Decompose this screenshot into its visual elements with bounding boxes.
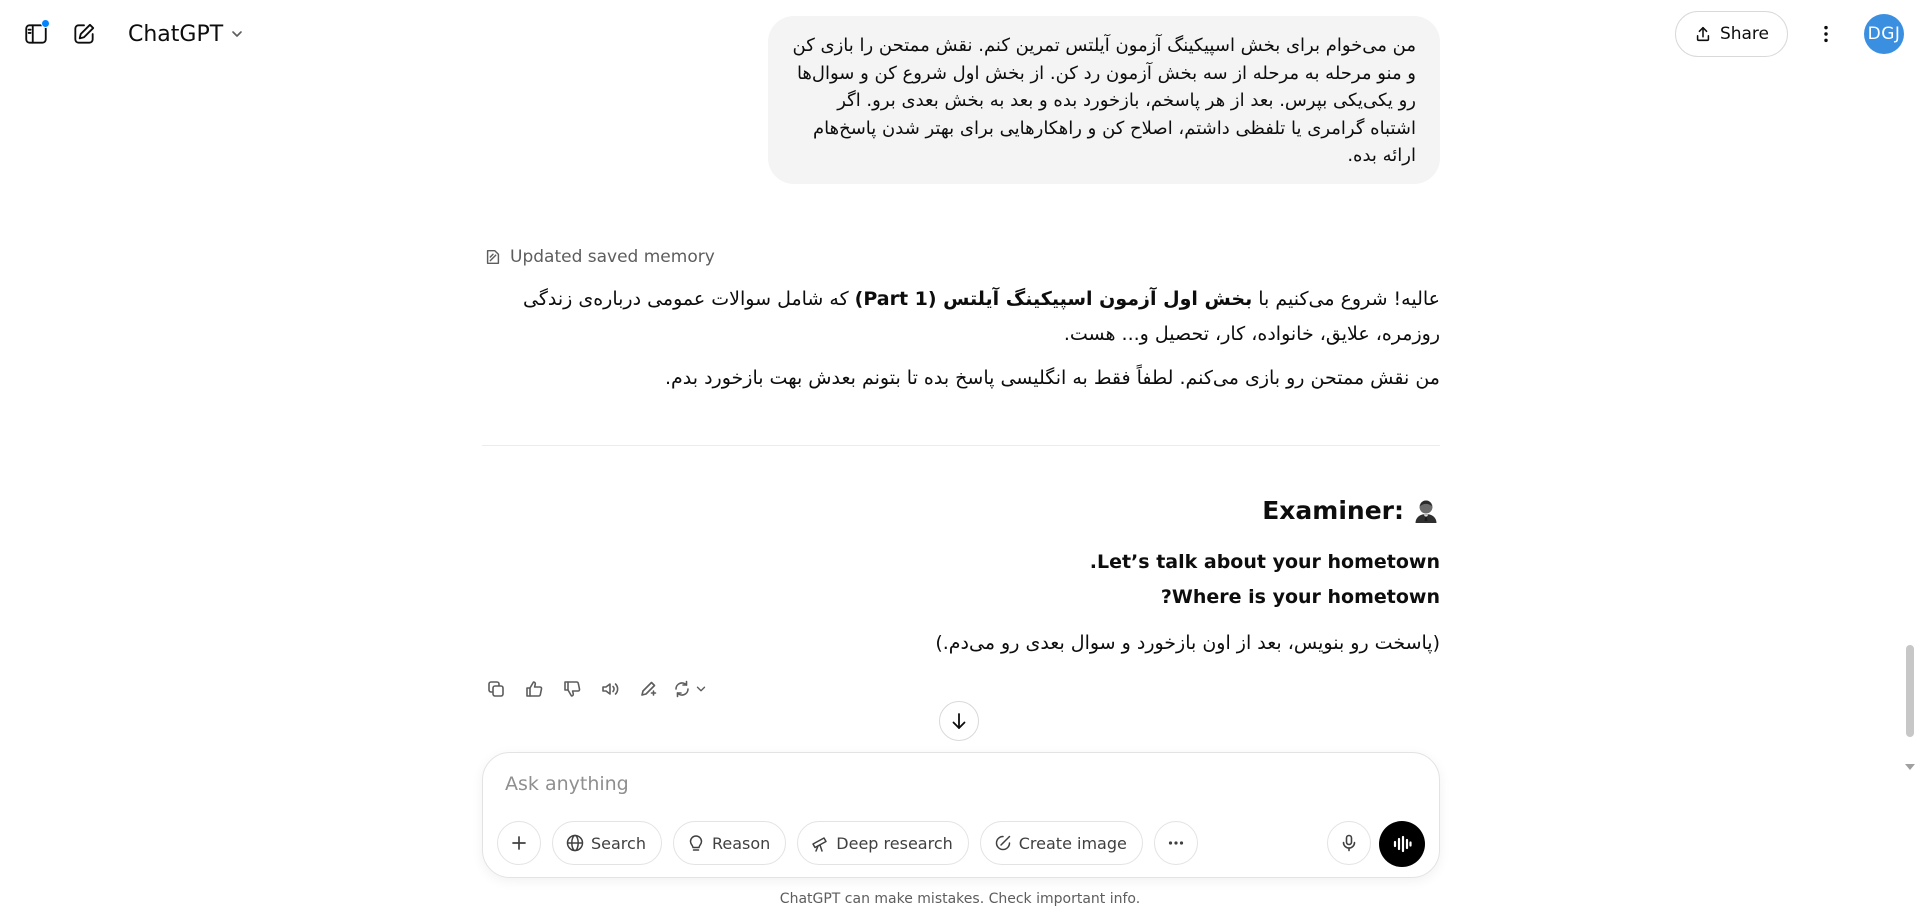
thumbs-up-button[interactable] [520, 675, 548, 703]
voice-mode-button[interactable] [1379, 821, 1425, 867]
read-aloud-icon [600, 679, 620, 699]
chevron-down-icon [694, 682, 708, 696]
more-tools-button[interactable] [1154, 821, 1198, 865]
regenerate-button[interactable] [672, 675, 708, 703]
thumbs-up-icon [524, 679, 544, 699]
more-vertical-icon [1815, 23, 1837, 45]
sidebar-toggle-button[interactable] [16, 14, 56, 54]
examiner-heading [1262, 496, 1440, 525]
assistant-p2-text: من نقش ممتحن رو بازی می‌کنم. لطفاً فقط به انگلیسی پاسخ بده تا بتونم بعدش بهت بازخورد بدم. [664, 367, 1440, 389]
assistant-p1-bold: بخش اول آزمون اسپیکینگ آیلتس (Part 1) [854, 288, 1253, 310]
scrollbar[interactable] [1904, 0, 1916, 780]
mic-icon [1339, 833, 1359, 853]
reason-tool-button[interactable] [673, 821, 786, 865]
message-actions [482, 675, 708, 703]
prompt-input[interactable] [505, 773, 1385, 795]
user-message-text: من می‌خوام برای بخش اسپیکینگ آزمون آیلتس تمرین کنم. نقش ممتحن را بازی کن و منو مرحله به مرحله از سه بخش آزمون رد کن. از بخش اول شروع کن و سوال‌ها رو یکی‌یکی بپرس. بعد از هر پاسخم، بازخورد بده و بعد به بخش بعدی برو. اگر اشتباه گرامری یا تلفظی داشتم، اصلاح کن و راهکارهایی برای بهتر شدن پاسخ‌هام ارائه بده. [792, 35, 1416, 166]
examiner-heading-text: Examiner: [1262, 496, 1404, 525]
deep-research-tool-button[interactable] [797, 821, 968, 865]
scroll-to-bottom-button[interactable] [939, 701, 979, 741]
user-message [768, 16, 1440, 184]
disclaimer: ChatGPT can make mistakes. Check important info. [779, 891, 1141, 907]
read-aloud-button[interactable] [596, 675, 624, 703]
dictate-button[interactable] [1327, 821, 1371, 865]
arrow-down-icon [949, 711, 969, 731]
reason-tool-label: Reason [711, 833, 771, 853]
model-name: ChatGPT [128, 21, 224, 47]
create-image-tool-label: Create image [1018, 833, 1127, 853]
add-attachment-button[interactable] [497, 821, 541, 865]
telescope-icon [810, 833, 830, 853]
avatar[interactable] [1864, 14, 1904, 54]
assistant-paragraph-2 [482, 361, 1440, 396]
share-button[interactable] [1675, 11, 1788, 57]
examiner-note: (پاسخت رو بنویس، بعد از اون بازخورد و سوال بعدی رو می‌دم.) [935, 632, 1440, 654]
scrollbar-thumb[interactable] [1906, 645, 1914, 737]
memory-note[interactable] [484, 247, 715, 267]
new-chat-button[interactable] [64, 14, 104, 54]
regenerate-icon [672, 679, 692, 699]
examiner-emoji-icon [1412, 497, 1440, 525]
voice-wave-icon [1391, 833, 1413, 855]
notification-dot [41, 19, 50, 28]
search-tool-label: Search [591, 833, 646, 853]
assistant-p1-start: عالیه! شروع می‌کنیم با [1252, 288, 1440, 310]
chevron-down-icon [229, 26, 245, 42]
composer-tools [497, 821, 1198, 865]
examiner-question-1: Let’s talk about your hometown. [1089, 551, 1440, 573]
copy-button[interactable] [482, 675, 510, 703]
plus-icon [509, 833, 529, 853]
edit-in-canvas-button[interactable] [634, 675, 662, 703]
avatar-initials: DGJ [1867, 24, 1901, 44]
more-options-button[interactable] [1806, 14, 1846, 54]
examiner-question-2: Where is your hometown? [1160, 586, 1440, 608]
more-horizontal-icon [1166, 833, 1186, 853]
header-right [1675, 11, 1904, 57]
model-picker[interactable] [128, 22, 245, 47]
deep-research-tool-label: Deep research [836, 833, 953, 853]
new-chat-icon [71, 21, 97, 47]
thumbs-down-button[interactable] [558, 675, 586, 703]
memory-note-label: Updated saved memory [510, 247, 715, 267]
scrollbar-down-arrow[interactable] [1905, 764, 1915, 770]
globe-icon [565, 833, 585, 853]
share-icon [1694, 25, 1712, 43]
header-left [22, 14, 245, 54]
edit-canvas-icon [638, 679, 658, 699]
image-brush-icon [993, 833, 1013, 853]
search-tool-button[interactable] [552, 821, 662, 865]
composer [482, 752, 1440, 878]
lightbulb-icon [686, 833, 706, 853]
section-divider [482, 445, 1440, 446]
thumbs-down-icon [562, 679, 582, 699]
memory-icon [484, 248, 502, 266]
assistant-p1-end: که شامل سوالات عمومی درباره‌ی زندگی روزمره، علایق، خانواده، کار، تحصیل و... هست. [522, 288, 1440, 345]
share-label: Share [1719, 24, 1769, 44]
copy-icon [486, 679, 506, 699]
create-image-tool-button[interactable] [980, 821, 1143, 865]
assistant-paragraph-1 [482, 282, 1440, 352]
